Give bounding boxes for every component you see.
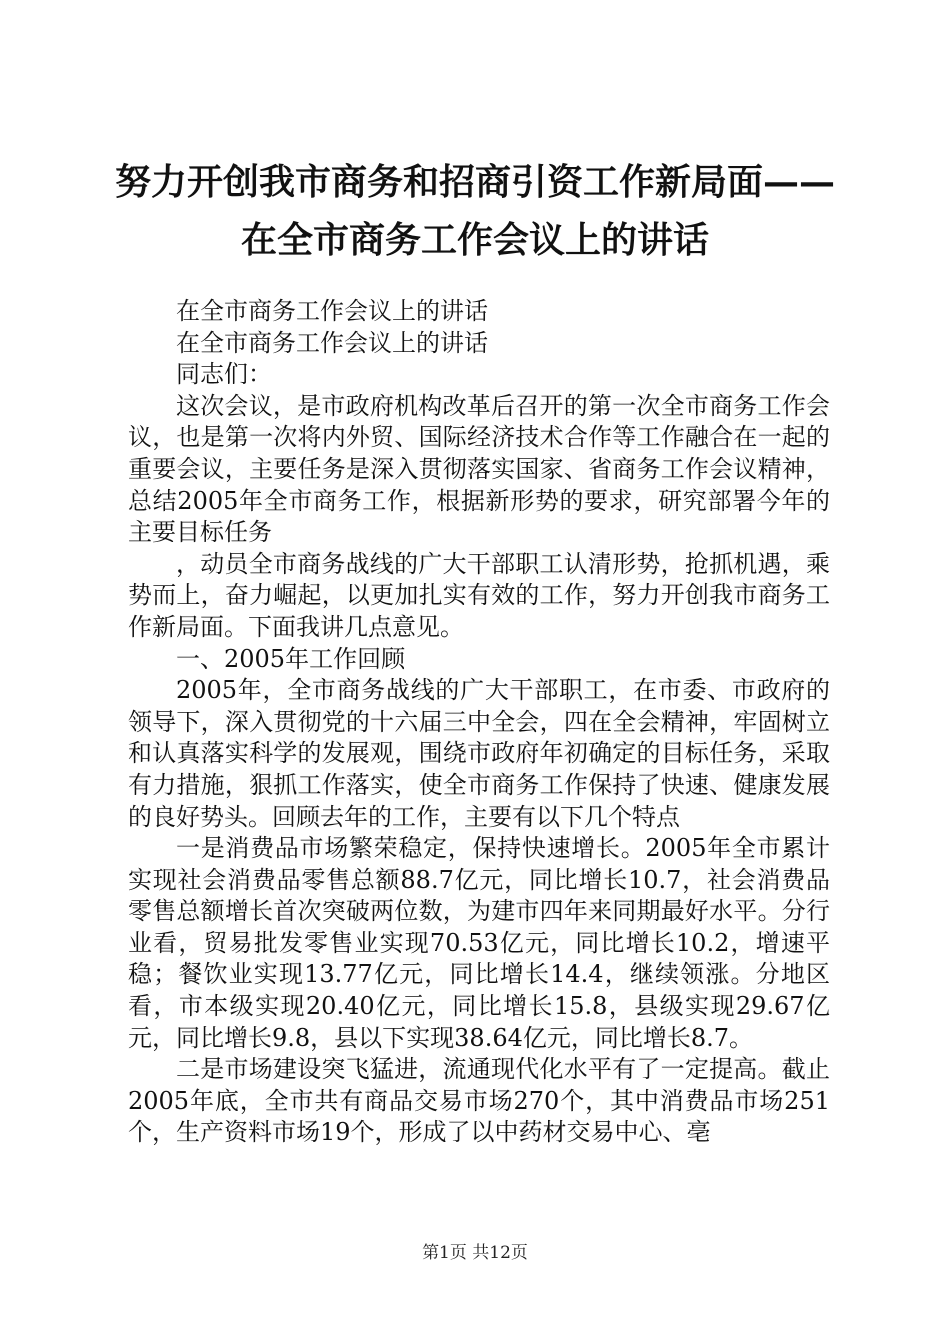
paragraph-subtitle-1: 在全市商务工作会议上的讲话 (176, 297, 488, 325)
document-body (128, 296, 830, 1149)
document-title-line-2: 在全市商务工作会议上的讲话 (240, 219, 709, 261)
paragraph-intro-continued: ，动员全市商务战线的广大干部职工认清形势，抢抓机遇，乘势而上，奋力崛起，以更加扎实有效的工作，努力开创我市商务工作新局面。下面我讲几点意见。 (128, 549, 830, 641)
document-title-line-1: 努力开创我市商务和招商引资工作新局面—— (114, 161, 835, 203)
paragraph-point-one: 一是消费品市场繁荣稳定，保持快速增长。2005年全市累计实现社会消费品零售总额88.7亿元，同比增长10.7，社会消费品零售总额增长首次突破两位数，为建市四年来同期最好水平。分行业看，贸易批发零售业实现70.53亿元，同比增长10.2，增速平稳；餐饮业实现13.77亿元，同比增长14.4，继续领涨。分地区看，市本级实现20.40亿元，同比增长15.8，县级实现29.67亿元，同比增长9.8，县以下实现38.64亿元，同比增长8.7。 (128, 834, 830, 1052)
paragraph-review-summary: 2005年，全市商务战线的广大干部职工，在市委、市政府的领导下，深入贯彻党的十六届三中全会，四在全会精神，牢固树立和认真落实科学的发展观，围绕市政府年初确定的目标任务，采取有力措施，狠抓工作落实，使全市商务工作保持了快速、健康发展的良好势头。回顾去年的工作，主要有以下几个特点 (128, 676, 830, 831)
paragraph-intro: 这次会议，是市政府机构改革后召开的第一次全市商务工作会议，也是第一次将内外贸、国际经济技术合作等工作融合在一起的重要会议，主要任务是深入贯彻落实国家、省商务工作会议精神，总结2005年全市商务工作，根据新形势的要求，研究部署今年的主要目标任务 (128, 391, 830, 547)
paragraph-salutation: 同志们： (176, 360, 272, 389)
paragraph-point-two: 二是市场建设突飞猛进，流通现代化水平有了一定提高。截止2005年底，全市共有商品交易市场270个，其中消费品市场251个，生产资料市场19个，形成了以中药材交易中心、亳 (128, 1055, 830, 1147)
section-heading-review: 一、2005年工作回顾 (176, 644, 406, 673)
paragraph-subtitle-2: 在全市商务工作会议上的讲话 (176, 328, 488, 357)
page-footer: 第1页 共12页 (422, 1243, 528, 1263)
